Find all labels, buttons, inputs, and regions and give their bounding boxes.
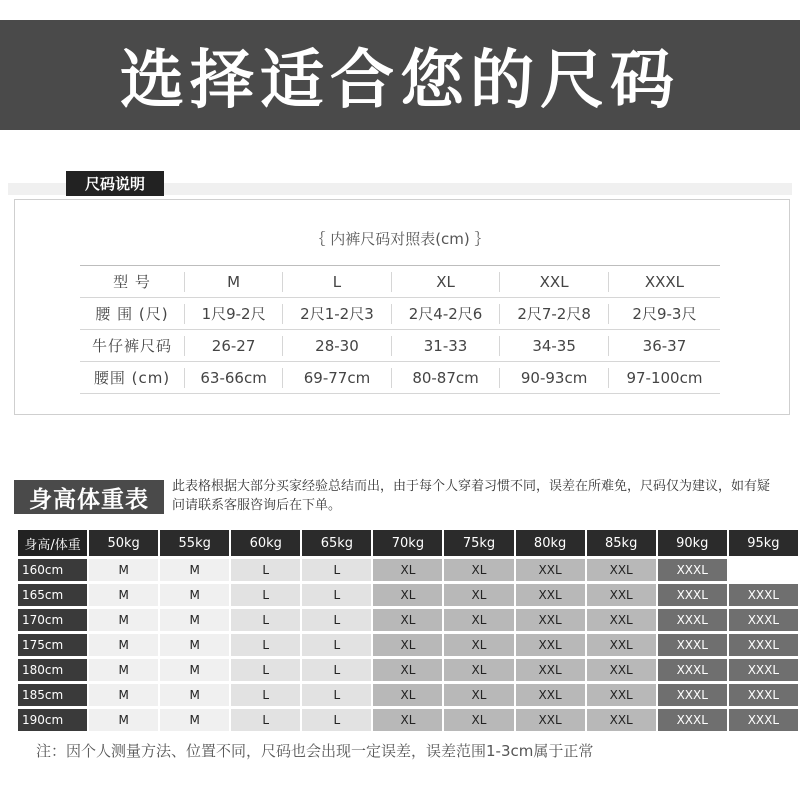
size-cell	[184, 298, 282, 330]
page-title-banner	[0, 20, 800, 130]
size-row-header-text: 型 号	[113, 272, 151, 291]
size-recommendation-cell: L	[231, 559, 300, 581]
size-row-header	[80, 362, 184, 394]
size-recommendation-cell: XXXL	[658, 559, 727, 581]
size-cell	[282, 266, 391, 298]
table-row	[18, 684, 798, 706]
weight-column-header: 95kg	[729, 530, 798, 556]
size-recommendation-cell: XXL	[516, 659, 585, 681]
size-cell	[391, 298, 500, 330]
size-recommendation-cell: XL	[373, 609, 442, 631]
size-recommendation-cell: M	[160, 609, 229, 631]
size-cell	[499, 330, 608, 362]
size-recommendation-cell: XL	[373, 584, 442, 606]
size-recommendation-cell: XXL	[516, 559, 585, 581]
size-recommendation-cell: M	[160, 559, 229, 581]
size-recommendation-cell: XXXL	[658, 584, 727, 606]
size-cell	[499, 362, 608, 394]
size-recommendation-cell: L	[302, 709, 371, 731]
size-recommendation-cell: M	[89, 609, 158, 631]
size-recommendation-cell: L	[231, 709, 300, 731]
size-recommendation-cell: M	[89, 709, 158, 731]
weight-column-header: 65kg	[302, 530, 371, 556]
size-cell	[608, 266, 720, 298]
size-cell	[184, 266, 282, 298]
size-recommendation-cell: M	[160, 634, 229, 656]
size-recommendation-cell: XL	[444, 584, 513, 606]
size-recommendation-cell: XXL	[516, 634, 585, 656]
size-chart-table	[80, 265, 720, 394]
height-row-header: 175cm	[18, 634, 87, 656]
size-recommendation-cell: XL	[373, 684, 442, 706]
size-recommendation-cell: M	[160, 659, 229, 681]
size-recommendation-cell: XL	[444, 634, 513, 656]
size-cell	[391, 330, 500, 362]
size-recommendation-cell: XL	[373, 634, 442, 656]
size-recommendation-cell: L	[302, 659, 371, 681]
size-row-header	[80, 330, 184, 362]
weight-column-header: 75kg	[444, 530, 513, 556]
size-recommendation-cell: XL	[444, 659, 513, 681]
size-cell-text: 2尺4-2尺6	[391, 304, 500, 324]
size-recommendation-cell: M	[89, 584, 158, 606]
size-cell	[184, 362, 282, 394]
weight-column-header: 70kg	[373, 530, 442, 556]
size-recommendation-cell: XL	[373, 659, 442, 681]
size-cell-text: XXL	[499, 272, 608, 292]
size-cell	[391, 362, 500, 394]
height-row-header: 180cm	[18, 659, 87, 681]
height-row-header: 170cm	[18, 609, 87, 631]
size-cell	[282, 362, 391, 394]
size-recommendation-cell: L	[231, 659, 300, 681]
size-row	[80, 298, 720, 330]
size-recommendation-cell: XL	[444, 709, 513, 731]
size-recommendation-cell: XL	[373, 559, 442, 581]
size-recommendation-cell: XXL	[587, 659, 656, 681]
size-row-header	[80, 266, 184, 298]
size-recommendation-cell: L	[231, 584, 300, 606]
weight-chart-title: 身高体重表	[14, 480, 164, 514]
size-recommendation-cell: XXL	[587, 559, 656, 581]
size-cell-text: M	[184, 272, 282, 292]
table-row	[18, 609, 798, 631]
size-recommendation-cell: L	[231, 634, 300, 656]
size-recommendation-cell: XL	[373, 709, 442, 731]
size-recommendation-cell: L	[231, 684, 300, 706]
size-cell-text: 97-100cm	[608, 368, 720, 388]
size-recommendation-cell: XXXL	[658, 634, 727, 656]
height-row-header: 185cm	[18, 684, 87, 706]
table-row	[18, 659, 798, 681]
table-corner-header: 身高/体重	[18, 530, 87, 556]
size-cell	[282, 330, 391, 362]
size-cell-text: L	[282, 272, 391, 292]
size-recommendation-cell: M	[89, 684, 158, 706]
height-weight-table	[16, 527, 800, 734]
size-recommendation-cell: XXXL	[658, 684, 727, 706]
size-recommendation-cell: XXL	[587, 684, 656, 706]
size-cell-text: 2尺1-2尺3	[282, 304, 391, 324]
size-chart-caption: ｛ 内裤尺码对照表(cm) ｝	[310, 230, 490, 248]
size-recommendation-cell: XXL	[516, 709, 585, 731]
weight-column-header: 55kg	[160, 530, 229, 556]
size-row-header	[80, 298, 184, 330]
size-cell-text: 63-66cm	[184, 368, 282, 388]
size-cell-text: 34-35	[499, 336, 608, 356]
size-recommendation-cell: XXXL	[729, 609, 798, 631]
size-cell-text: XXXL	[608, 272, 720, 292]
size-recommendation-cell: XXXL	[658, 659, 727, 681]
size-recommendation-cell: XXXL	[729, 709, 798, 731]
size-recommendation-cell: XXL	[587, 634, 656, 656]
size-row	[80, 266, 720, 298]
table-row	[18, 584, 798, 606]
size-recommendation-cell: M	[89, 559, 158, 581]
height-row-header: 160cm	[18, 559, 87, 581]
size-recommendation-cell: XXL	[516, 584, 585, 606]
size-cell	[184, 330, 282, 362]
size-cell-text: 1尺9-2尺	[184, 304, 282, 324]
table-row	[18, 709, 798, 731]
size-recommendation-cell: XL	[444, 684, 513, 706]
table-row	[18, 634, 798, 656]
size-cell-text: 28-30	[282, 336, 391, 356]
size-recommendation-cell: XL	[444, 559, 513, 581]
size-recommendation-cell: XXXL	[729, 634, 798, 656]
size-cell	[608, 298, 720, 330]
size-recommendation-cell: L	[302, 584, 371, 606]
size-cell	[499, 266, 608, 298]
size-recommendation-cell: XXXL	[658, 609, 727, 631]
size-recommendation-cell: L	[231, 609, 300, 631]
size-cell	[499, 298, 608, 330]
size-recommendation-cell	[729, 559, 798, 581]
size-cell	[391, 266, 500, 298]
size-recommendation-cell: M	[89, 634, 158, 656]
size-recommendation-cell: M	[160, 709, 229, 731]
footnote: 注：因个人测量方法、位置不同，尺码也会出现一定误差，误差范围1-3cm属于正常	[36, 742, 594, 760]
size-cell-text: 2尺7-2尺8	[499, 304, 608, 324]
size-recommendation-cell: L	[302, 609, 371, 631]
table-row	[18, 559, 798, 581]
size-cell	[282, 298, 391, 330]
size-section-label: 尺码说明	[66, 171, 164, 196]
size-cell-text: 2尺9-3尺	[608, 304, 720, 324]
size-cell-text: 36-37	[608, 336, 720, 356]
size-recommendation-cell: XL	[444, 609, 513, 631]
size-cell-text: 26-27	[184, 336, 282, 356]
size-recommendation-cell: XXL	[587, 709, 656, 731]
weight-column-header: 90kg	[658, 530, 727, 556]
size-cell	[608, 330, 720, 362]
weight-column-header: 60kg	[231, 530, 300, 556]
size-cell-text: XL	[391, 272, 500, 292]
size-recommendation-cell: XXL	[516, 609, 585, 631]
size-cell	[608, 362, 720, 394]
size-recommendation-cell: M	[160, 684, 229, 706]
weight-column-header: 50kg	[89, 530, 158, 556]
height-row-header: 165cm	[18, 584, 87, 606]
weight-column-header: 85kg	[587, 530, 656, 556]
size-row-header-text: 腰围 (cm)	[93, 368, 171, 387]
size-cell-text: 90-93cm	[499, 368, 608, 388]
height-row-header: 190cm	[18, 709, 87, 731]
weight-column-header: 80kg	[516, 530, 585, 556]
size-cell-text: 31-33	[391, 336, 500, 356]
size-recommendation-cell: XXXL	[729, 684, 798, 706]
weight-chart-note: 此表格根据大部分买家经验总结而出，由于每个人穿着习惯不同，误差在所难免，尺码仅为建议，如有疑问请联系客服咨询后在下单。	[172, 479, 771, 513]
size-row-header-text: 腰 围 (尺)	[95, 304, 169, 323]
size-recommendation-cell: L	[302, 684, 371, 706]
size-recommendation-cell: XXL	[587, 584, 656, 606]
size-row	[80, 362, 720, 394]
size-recommendation-cell: M	[160, 584, 229, 606]
size-recommendation-cell: XXXL	[658, 709, 727, 731]
size-row	[80, 330, 720, 362]
size-recommendation-cell: L	[302, 559, 371, 581]
size-cell-text: 69-77cm	[282, 368, 391, 388]
size-recommendation-cell: L	[302, 634, 371, 656]
page-title: 选择适合您的尺码	[120, 44, 680, 118]
size-recommendation-cell: XXL	[516, 684, 585, 706]
size-cell-text: 80-87cm	[391, 368, 500, 388]
size-recommendation-cell: XXL	[587, 609, 656, 631]
size-row-header-text: 牛仔裤尺码	[91, 336, 172, 355]
size-recommendation-cell: M	[89, 659, 158, 681]
size-recommendation-cell: XXXL	[729, 584, 798, 606]
size-recommendation-cell: XXXL	[729, 659, 798, 681]
